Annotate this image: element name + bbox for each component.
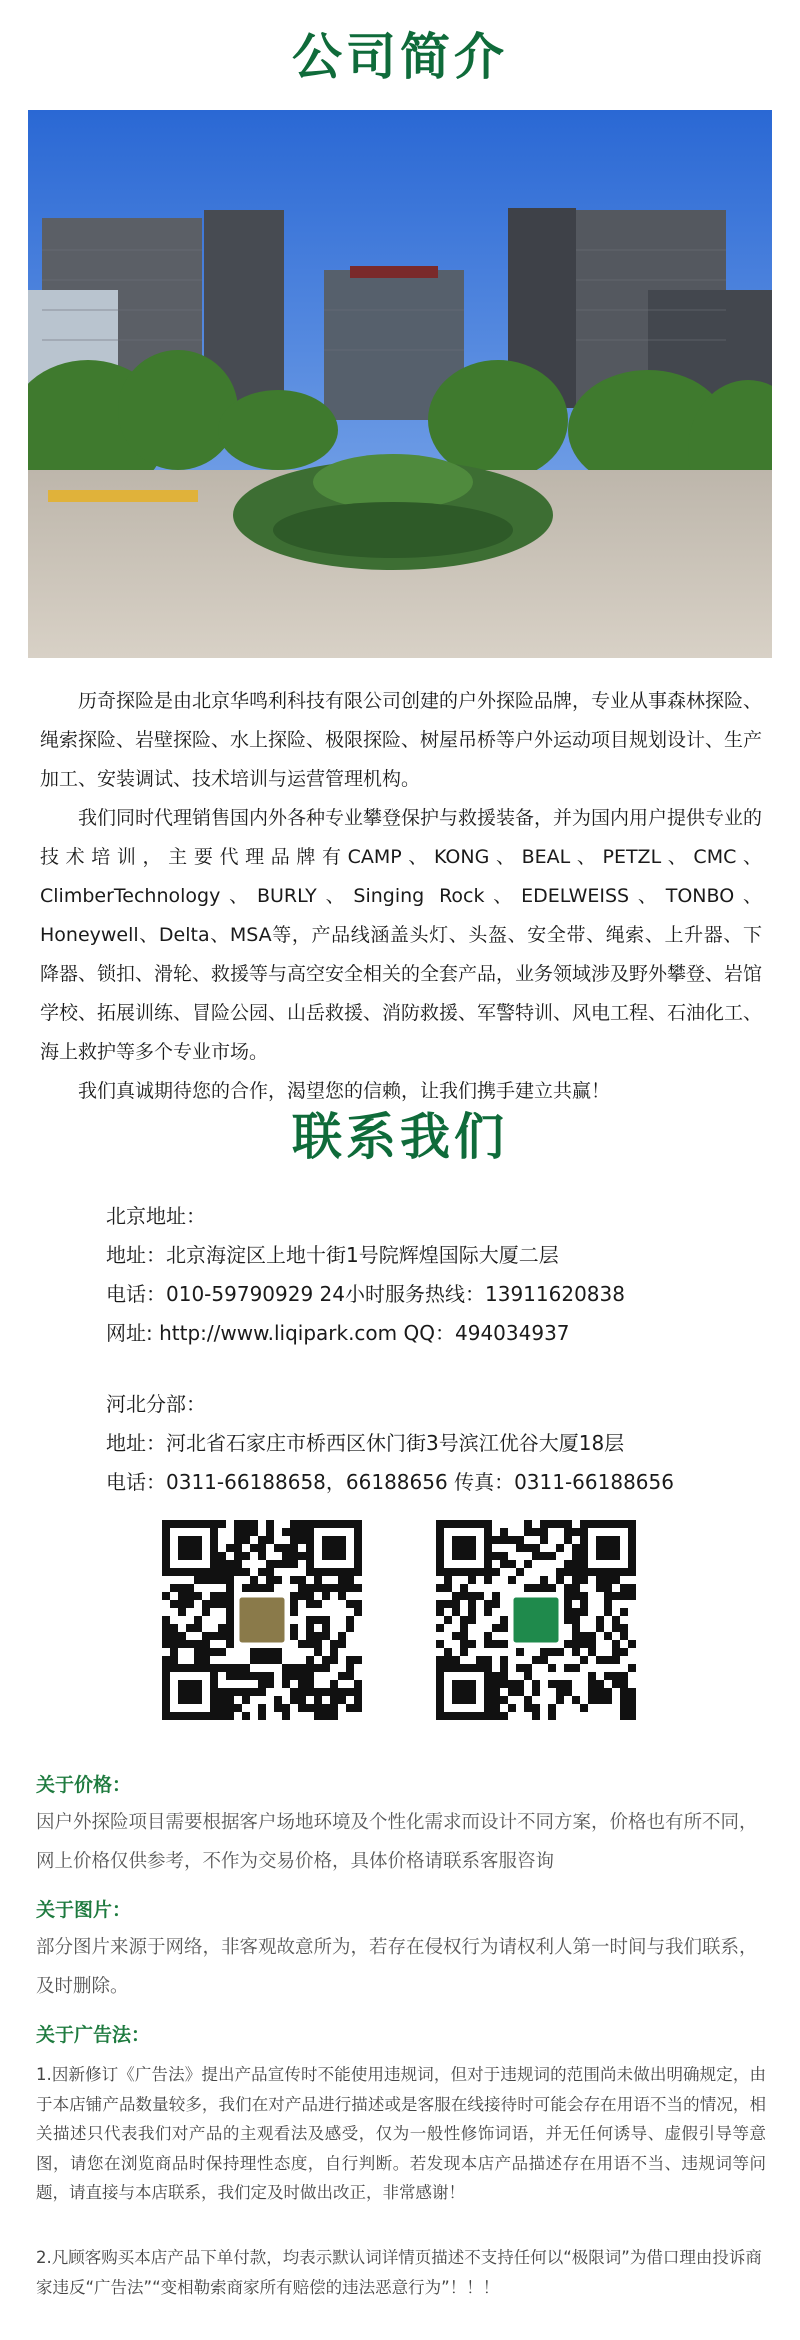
image-notice-heading: 关于图片： — [36, 1899, 132, 1921]
ad-law-notice-heading: 关于广告法： — [36, 2024, 151, 2046]
beijing-address: 地址：北京海淀区上地十街1号院辉煌国际大厦二层 — [106, 1243, 559, 1267]
qr-code-left[interactable] — [162, 1520, 362, 1720]
contact-us-title: 联系我们 — [292, 1108, 508, 1166]
ad-law-notice-item-2: 2.凡顾客购买本店产品下单付款，均表示默认词详情页描述不支持任何以“极限词”为借口理由投诉商家违反“广告法”“变相勒索商家所有赔偿的违法恶意行为”！！！ — [36, 2248, 762, 2297]
company-intro-text — [40, 682, 762, 1111]
hebei-contact-block — [106, 1385, 746, 1502]
company-building-photo — [28, 110, 772, 658]
intro-paragraph-1: 历奇探险是由北京华鸣利科技有限公司创建的户外探险品牌，专业从事森林探险、绳索探险、岩壁探险、水上探险、极限探险、树屋吊桥等户外运动项目规划设计、生产加工、安装调试、技术培训与运营管理机构。 — [40, 690, 763, 790]
intro-paragraph-3: 我们真诚期待您的合作，渴望您的信赖，让我们携手建立共赢！ — [78, 1080, 611, 1102]
price-notice-heading: 关于价格： — [36, 1774, 132, 1796]
price-notice-body: 因户外探险项目需要根据客户场地环境及个性化需求而设计不同方案，价格也有所不同，网上价格仅供参考，不作为交易价格，具体价格请联系客服咨询 — [36, 1812, 758, 1872]
hebei-heading: 河北分部： — [106, 1392, 206, 1416]
beijing-contact-block — [106, 1197, 746, 1353]
qr-code-right[interactable] — [436, 1520, 636, 1720]
beijing-heading: 北京地址： — [106, 1204, 206, 1228]
beijing-phone: 电话：010-59790929 24小时服务热线：13911620838 — [106, 1282, 625, 1306]
ad-law-notice-item-1: 1.因新修订《广告法》提出产品宣传时不能使用违规词，但对于违规词的范围尚未做出明确规定，由于本店铺产品数量较多，我们在对产品进行描述或是客服在线接待时可能会存在用语不当的情况，相关描述只代表我们对产品的主观看法及感受，仅为一般性修饰词语，并无任何诱导、虚假引导等意图，请您在浏览商品时保持理性态度，自行判断。若发现本店产品描述存在用语不当、违规词等问题，请直接与本店联系，我们定及时做出改正，非常感谢！ — [36, 2065, 766, 2202]
hebei-address: 地址：河北省石家庄市桥西区休门街3号滨江优谷大厦18层 — [106, 1431, 625, 1455]
beijing-website: 网址: http://www.liqipark.com QQ：494034937 — [106, 1321, 570, 1345]
hebei-phone: 电话：0311-66188658，66188656 传真：0311-66188656 — [106, 1470, 674, 1494]
image-notice-body: 部分图片来源于网络，非客观故意所为，若存在侵权行为请权利人第一时间与我们联系，及时删除。 — [36, 1937, 758, 1997]
company-intro-title: 公司简介 — [292, 28, 508, 86]
intro-paragraph-2: 我们同时代理销售国内外各种专业攀登保护与救援装备，并为国内用户提供专业的技术培训，主要代理品牌有CAMP、KONG、BEAL、PETZL、CMC、ClimberTechnology、BURLY、Singing Rock、EDELWEISS、TONBO、Honeywell、Delta、MSA等，产品线涵盖头灯、头盔、安全带、绳索、上升器、下降器、锁扣、滑轮、救援等与高空安全相关的全套产品，业务领域涉及野外攀登、岩馆学校、拓展训练、冒险公园、山岳救援、消防救援、军警特训、风电工程、石油化工、海上救护等多个专业市场。 — [40, 807, 763, 1063]
